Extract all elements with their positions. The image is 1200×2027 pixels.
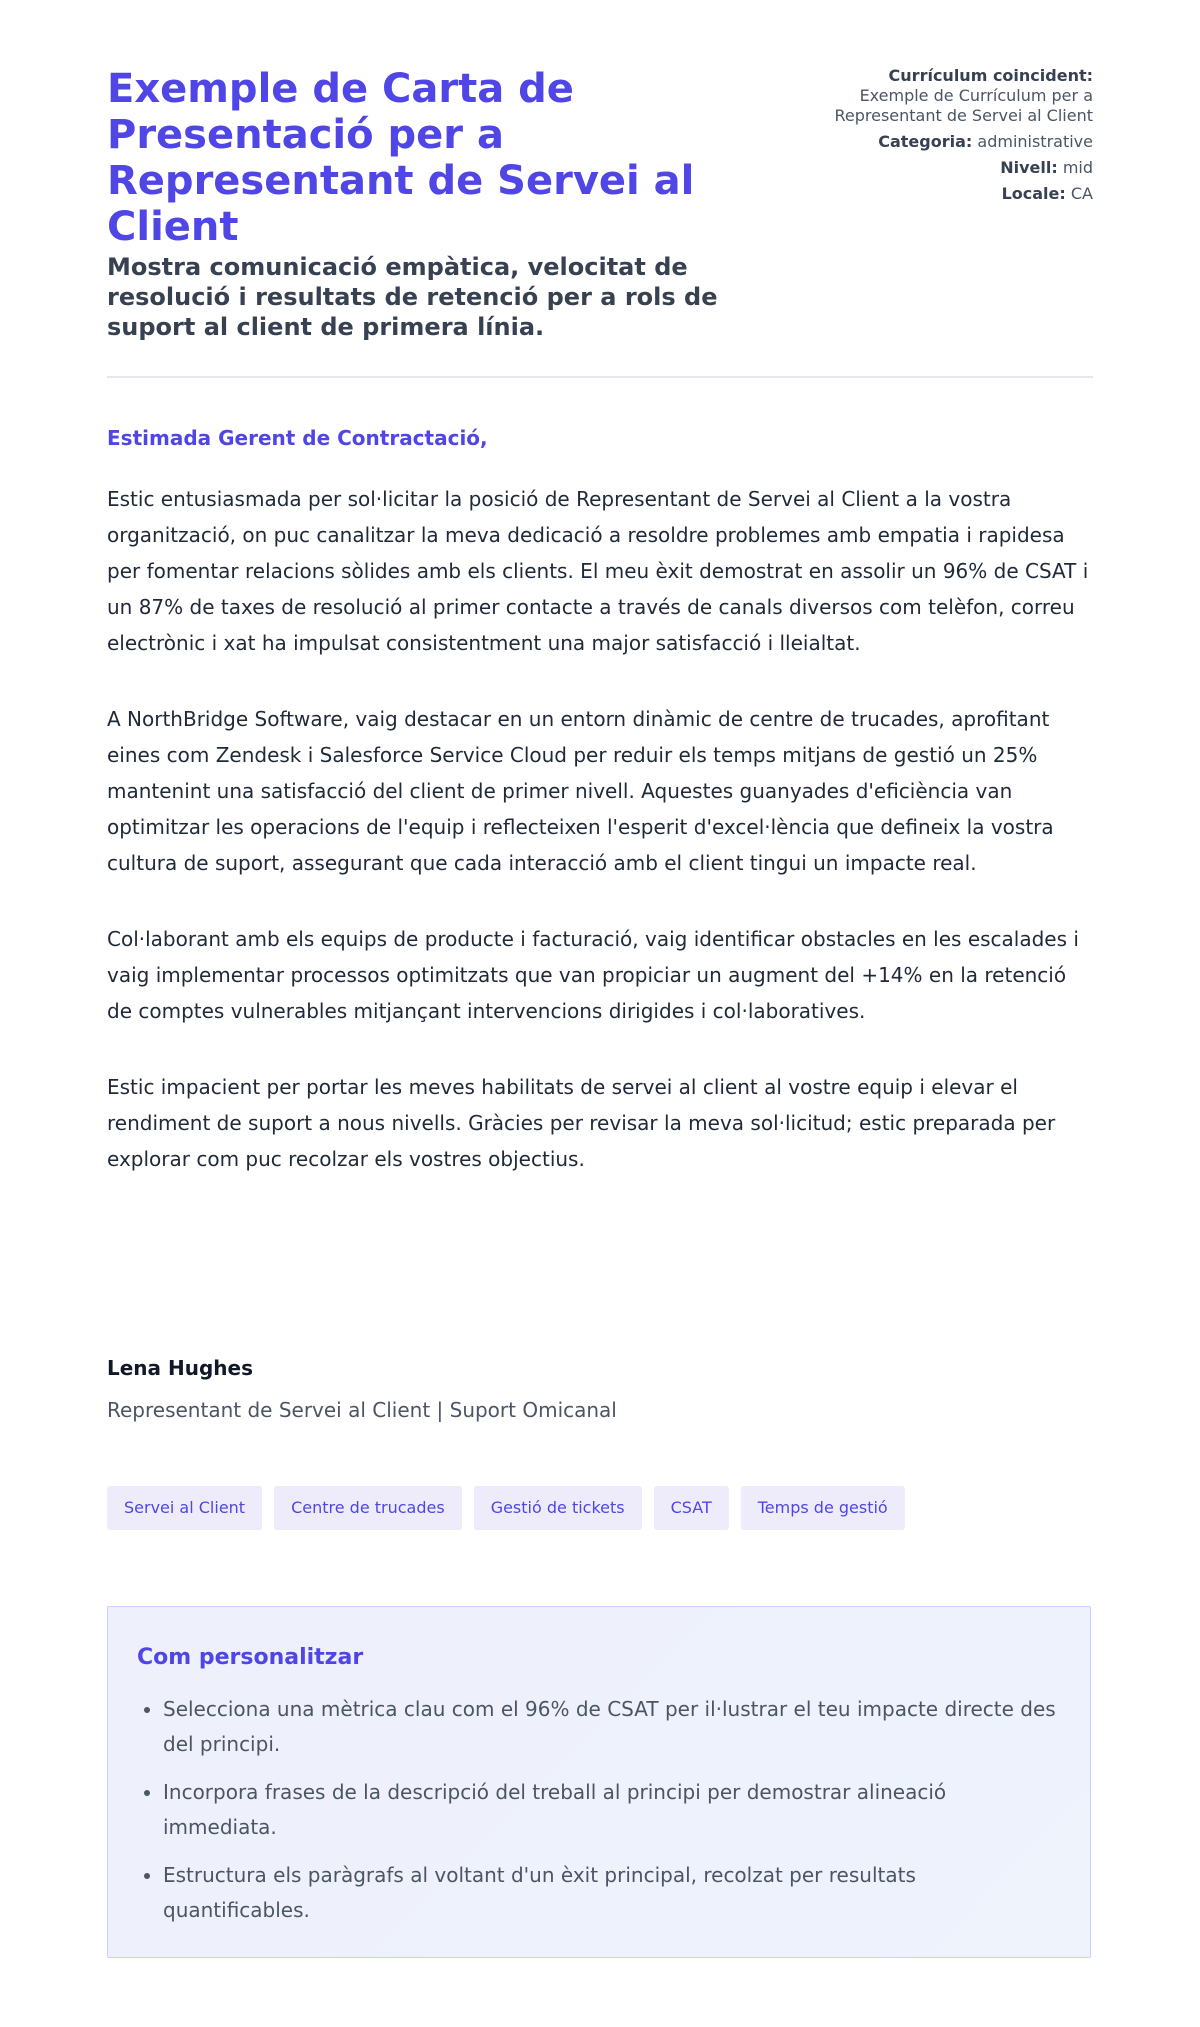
tag-ticket-management[interactable]: Gestió de tickets bbox=[474, 1486, 642, 1530]
matching-resume-value[interactable]: Exemple de Currículum per a Representant de Servei al Client bbox=[834, 86, 1093, 125]
tips-list bbox=[137, 1692, 1063, 1941]
tag-call-center[interactable]: Centre de trucades bbox=[274, 1486, 462, 1530]
header-divider bbox=[107, 376, 1093, 378]
locale-value: CA bbox=[1070, 184, 1093, 203]
matching-resume bbox=[753, 66, 1093, 126]
tag-customer-service[interactable]: Servei al Client bbox=[107, 1486, 262, 1530]
category-label: Categoria: bbox=[878, 132, 973, 151]
letter-paragraph: A NorthBridge Software, vaig destacar en un entorn dinàmic de centre de trucades, aprofitant eines com Zendesk i Salesforce Service Cloud per reduir els temps mitjans de gestió un 25% mantenint una satisfacció del client de primer nivell. Aquestes guanyades d'eficiència van optimitzar les operacions de l'equip i reflecteixen l'esperit d'excel·lència que defineix la vostra cultura de suport, assegurant que cada interacció amb el client tingui un impacte real. bbox=[107, 707, 1054, 875]
locale-row bbox=[753, 184, 1093, 204]
page-title: Exemple de Carta de Presentació per a Representant de Servei al Client bbox=[107, 66, 695, 250]
level-row bbox=[753, 158, 1093, 178]
letter-body bbox=[107, 481, 1093, 1217]
tag-handling-time[interactable]: Temps de gestió bbox=[741, 1486, 905, 1530]
tag-csat[interactable]: CSAT bbox=[654, 1486, 729, 1530]
letter-paragraph: Estic impacient per portar les meves habilitats de servei al client al vostre equip i elevar el rendiment de suport a nous nivells. Gràcies per revisar la meva sol·licitud; estic preparada per explorar com puc recolzar els vostres objectius. bbox=[107, 1075, 1056, 1171]
category-row bbox=[753, 132, 1093, 152]
skill-tags bbox=[107, 1486, 905, 1530]
letter-paragraph: Col·laborant amb els equips de producte i facturació, vaig identificar obstacles en les escalades i vaig implementar processos optimitzats que van propiciar un augment del +14% en la retenció de comptes vulnerables mitjançant intervencions dirigides i col·laboratives. bbox=[107, 927, 1079, 1023]
tip-item: • Selecciona una mètrica clau com el 96% de CSAT per il·lustrar el teu impacte directe des del principi. bbox=[163, 1692, 1063, 1762]
signature-role: Representant de Servei al Client | Suport Omicanal bbox=[107, 1398, 617, 1422]
letter-paragraph: Estic entusiasmada per sol·licitar la posició de Representant de Servei al Client a la vostra organització, on puc canalitzar la meva dedicació a resoldre problemes amb empatia i rapidesa per fomentar relacions sòlides amb els clients. El meu èxit demostrat en assolir un 96% de CSAT i un 87% de taxes de resolució al primer contacte a través de canals diversos com telèfon, correu electrònic i xat ha impulsat consistentment una major satisfacció i lleialtat. bbox=[107, 487, 1089, 655]
matching-resume-label: Currículum coincident: bbox=[888, 66, 1093, 85]
level-label: Nivell: bbox=[1000, 158, 1058, 177]
tip-item: • Incorpora frases de la descripció del treball al principi per demostrar alineació immediata. bbox=[163, 1775, 1063, 1845]
category-value: administrative bbox=[977, 132, 1093, 151]
signature-name: Lena Hughes bbox=[107, 1356, 254, 1380]
tips-title: Com personalitzar bbox=[137, 1645, 364, 1670]
tip-item: • Estructura els paràgrafs al voltant d'un èxit principal, recolzat per resultats quantificables. bbox=[163, 1858, 1063, 1928]
metadata-panel bbox=[753, 66, 1093, 210]
level-value: mid bbox=[1062, 158, 1093, 177]
locale-label: Locale: bbox=[1001, 184, 1066, 203]
letter-greeting: Estimada Gerent de Contractació, bbox=[107, 426, 488, 450]
customization-tips bbox=[107, 1606, 1091, 1958]
page-subtitle: Mostra comunicació empàtica, velocitat de resolució i resultats de retenció per a rols de suport al client de primera línia. bbox=[107, 253, 718, 341]
